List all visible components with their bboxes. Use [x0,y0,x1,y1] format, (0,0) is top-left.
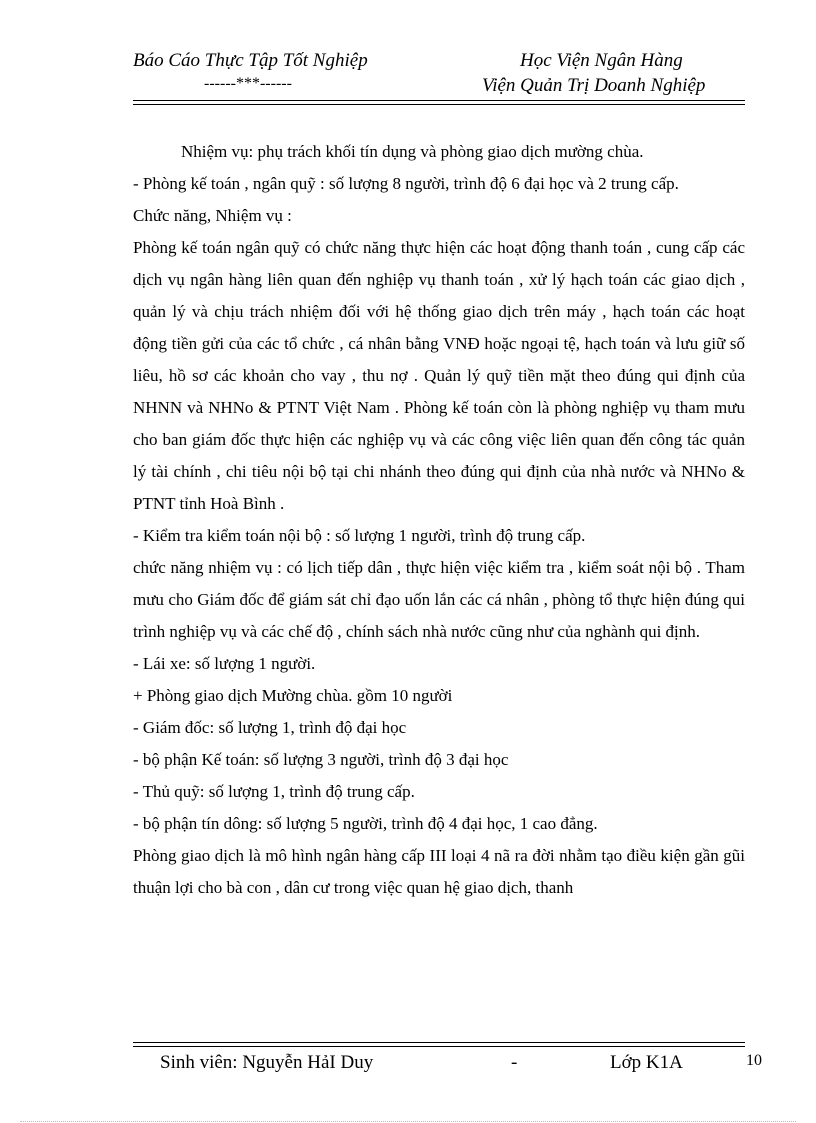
paragraph: - bộ phận tín dông: số lượng 5 người, trình độ 4 đại học, 1 cao đẳng. [133,814,598,833]
paragraph: - Giám đốc: số lượng 1, trình độ đại học [133,718,407,737]
paragraph: Phòng giao dịch là mô hình ngân hàng cấp III loại 4 nã ra đời nhằm tạo điều kiện gần gũi thuận lợi cho bà con , dân cư trong việc quan hệ giao dịch, thanh [133,846,745,897]
student-name: Sinh viên: Nguyễn HảI Duy [160,1052,374,1073]
paragraph: - Phòng kế toán , ngân quỹ : số lượng 8 người, trình độ 6 đại học và 2 trung cấp. [133,174,679,193]
report-title: Báo Cáo Thực Tập Tốt Nghiệp [133,50,368,71]
footer-rule-2 [133,1046,745,1047]
paragraph: + Phòng giao dịch Mường chùa. gồm 10 người [133,686,453,705]
paragraph: - Lái xe: số lượng 1 người. [133,654,316,673]
paragraph: - bộ phận Kế toán: số lượng 3 người, trình độ 3 đại học [133,750,509,769]
document-body [133,136,745,904]
header-rule-2 [133,104,745,105]
institute-name: Viện Quản Trị Doanh Nghiệp [482,75,706,96]
paragraph: Phòng kế toán ngân quỹ có chức năng thực hiện các hoạt động thanh toán , cung cấp các dịch vụ ngân hàng liên quan đến nghiệp vụ thanh toán , xử lý hạch toán các giao dịch , quản lý và chịu trách nhiệm đối với hệ thống giao dịch trên máy , hạch toán các hoạt động tiền gửi của các tổ chức , cá nhân bằng VNĐ hoặc ngoại tệ, hạch toán và lưu giữ số liêu, hồ sơ các khoản cho vay , thu nợ . Quản lý quỹ tiền mặt theo đúng qui định của NHNN và NHNo & PTNT Việt Nam . Phòng kế toán còn là phòng nghiệp vụ tham mưu cho ban giám đốc thực hiện các nghiệp vụ và các công việc liên quan đến công tác quản lý tài chính , chi tiêu nội bộ tại chi nhánh theo đúng qui định của nhà nước và NHNo & PTNT tỉnh Hoà Bình . [133,238,745,513]
page-number: 10 [746,1052,762,1069]
page-bottom-border [20,1121,796,1122]
academy-name: Học Viện Ngân Hàng [520,50,683,71]
header-rule [133,100,745,101]
footer-dash: - [511,1052,518,1073]
paragraph: Nhiệm vụ: phụ trách khối tín dụng và phòng giao dịch mường chùa. [181,142,644,161]
class-name: Lớp K1A [610,1052,683,1073]
paragraph: Chức năng, Nhiệm vụ : [133,206,292,225]
paragraph: - Kiểm tra kiểm toán nội bộ : số lượng 1 người, trình độ trung cấp. [133,526,586,545]
paragraph: - Thủ quỹ: số lượng 1, trình độ trung cấp. [133,782,415,801]
header-decoration: ------***------ [204,75,292,92]
footer-rule [133,1042,745,1043]
paragraph: chức năng nhiệm vụ : có lịch tiếp dân , thực hiện việc kiểm tra , kiểm soát nội bộ . Tham mưu cho Giám đốc để giám sát chỉ đạo uốn lắn các cá nhân , phòng tổ thực hiện đúng qui trình nghiệp vụ và các chế độ , chính sách nhà nước cũng như của nghành qui định. [133,558,745,641]
